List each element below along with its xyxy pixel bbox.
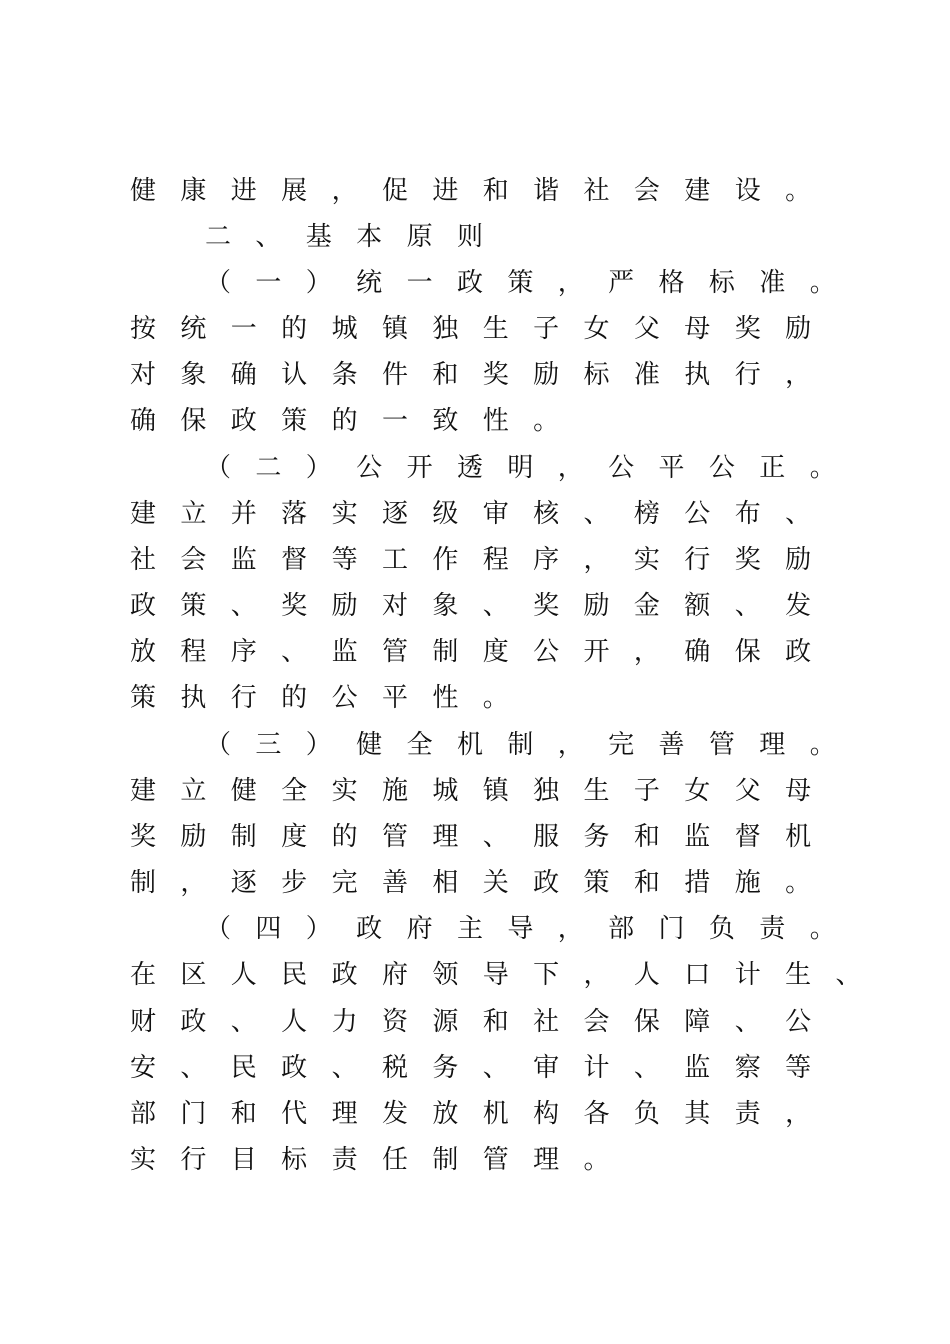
body-text-line: 财 政 、 人 力 资 源 和 社 会 保 障 、 公 xyxy=(130,1007,812,1037)
body-text-line: 部 门 和 代 理 发 放 机 构 各 负 其 责 ， xyxy=(130,1099,812,1129)
body-text-line: 按 统 一 的 城 镇 独 生 子 女 父 母 奖 励 xyxy=(130,314,812,344)
principle-heading-4: （ 四 ） 政 府 主 导 ， 部 门 负 责 。 xyxy=(205,914,836,944)
body-text-line: 奖 励 制 度 的 管 理 、 服 务 和 监 督 机 xyxy=(130,822,812,852)
body-text-line: 健 康 进 展 ， 促 进 和 谐 社 会 建 设 。 xyxy=(130,176,812,206)
body-text-line: 安 、 民 政 、 税 务 、 审 计 、 监 察 等 xyxy=(130,1053,812,1083)
body-text-line: 政 策 、 奖 励 对 象 、 奖 励 金 额 、 发 xyxy=(130,591,812,621)
body-text-line: 建 立 并 落 实 逐 级 审 核 、 榜 公 布 、 xyxy=(130,499,812,529)
principle-heading-3: （ 三 ） 健 全 机 制 ， 完 善 管 理 。 xyxy=(205,730,836,760)
body-text-line: 放 程 序 、 监 管 制 度 公 开 ， 确 保 政 xyxy=(130,637,812,667)
body-text-line: 实 行 目 标 责 任 制 管 理 。 xyxy=(130,1145,610,1175)
principle-heading-2: （ 二 ） 公 开 透 明 ， 公 平 公 正 。 xyxy=(205,453,836,483)
body-text-line: 制 ， 逐 步 完 善 相 关 政 策 和 措 施 。 xyxy=(130,868,812,898)
section-heading: 二 、 基 本 原 则 xyxy=(205,222,483,252)
body-text-line: 策 执 行 的 公 平 性 。 xyxy=(130,683,509,713)
principle-heading-1: （ 一 ） 统 一 政 策 ， 严 格 标 准 。 xyxy=(205,268,836,298)
body-text-line: 建 立 健 全 实 施 城 镇 独 生 子 女 父 母 xyxy=(130,776,812,806)
body-text-line: 对 象 确 认 条 件 和 奖 励 标 准 执 行 ， xyxy=(130,360,812,390)
body-text-line: 确 保 政 策 的 一 致 性 。 xyxy=(130,406,560,436)
body-text-line: 在 区 人 民 政 府 领 导 下 ， 人 口 计 生 、 xyxy=(130,960,862,990)
body-text-line: 社 会 监 督 等 工 作 程 序 ， 实 行 奖 励 xyxy=(130,545,812,575)
